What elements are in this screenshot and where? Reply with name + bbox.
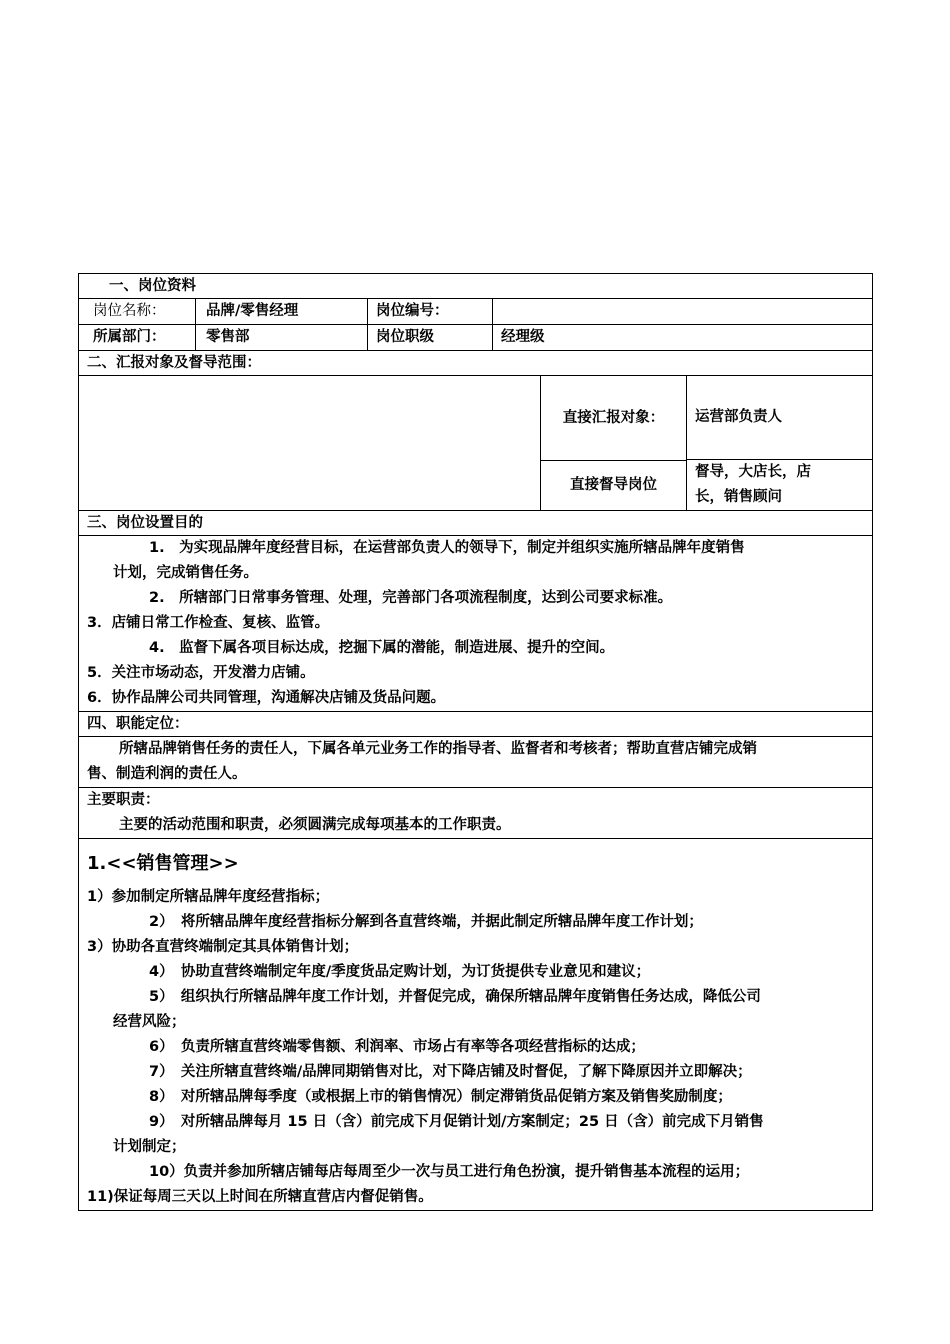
sales-item-2: 2） 将所辖品牌年度经营指标分解到各直营终端，并据此制定所辖品牌年度工作计划；: [149, 914, 703, 930]
sales-item-1: 1）参加制定所辖品牌年度经营指标；: [87, 889, 330, 905]
purpose-item-2: 2. 所辖部门日常事务管理、处理，完善部门各项流程制度，达到公司要求标准。: [149, 590, 673, 606]
department-row: [78, 325, 873, 351]
supervise-value-line-2: 长，销售顾问: [695, 489, 782, 505]
sales-block: [78, 839, 873, 1211]
sales-item-10: 10）负责并参加所辖店铺每店每周至少一次与员工进行角色扮演，提升销售基本流程的运用；: [149, 1164, 750, 1180]
section-2-header: [78, 351, 873, 376]
sales-item-9: 9） 对所辖品牌每月 15 日（含）前完成下月促销计划/方案制定；25 日（含）前完成下月销售: [149, 1114, 764, 1130]
purpose-item-1: 1. 为实现品牌年度经营目标，在运营部负责人的领导下，制定并组织实施所辖品牌年度销售: [149, 540, 745, 556]
job-description-table: [78, 273, 873, 1211]
sales-item-5-cont: 经营风险；: [113, 1014, 186, 1030]
report-value: 运营部负责人: [687, 376, 872, 460]
sales-item-5: 5） 组织执行所辖品牌年度工作计划，并督促完成，确保所辖品牌年度销售任务达成，降低公司: [149, 989, 761, 1005]
position-row: [78, 299, 873, 325]
section-4-header: [78, 712, 873, 737]
section-3-header: [78, 511, 873, 536]
sales-item-6: 6） 负责所辖直营终端零售额、利润率、市场占有率等各项经营指标的达成；: [149, 1039, 645, 1055]
report-blank-cell: [79, 376, 541, 510]
section-4-body: [78, 737, 873, 788]
section-3-title: 三、岗位设置目的: [87, 515, 203, 531]
purpose-item-5: 5．关注市场动态，开发潜力店铺。: [87, 665, 315, 681]
function-line-2: 售、制造利润的责任人。: [87, 766, 247, 782]
level-value: 经理级: [501, 329, 545, 345]
purpose-item-4: 4. 监督下属各项目标达成，挖掘下属的潜能，制造进展、提升的空间。: [149, 640, 615, 656]
position-name-value: 品牌/零售经理: [196, 299, 368, 324]
section-1-title: 一、岗位资料: [109, 278, 196, 294]
sales-item-3: 3）协助各直营终端制定其具体销售计划；: [87, 939, 359, 955]
sales-item-11: 11)保证每周三天以上时间在所辖直营店内督促销售。: [87, 1189, 433, 1205]
duties-block: [78, 788, 873, 839]
purpose-item-1-cont: 计划，完成销售任务。: [113, 565, 258, 581]
section-2-title: 二、汇报对象及督导范围：: [87, 355, 261, 371]
position-code-label: 岗位编号：: [368, 299, 493, 324]
supervise-value: [687, 460, 872, 510]
section-3-body: [78, 536, 873, 712]
purpose-item-6: 6．协作品牌公司共同管理，沟通解决店铺及货品问题。: [87, 690, 446, 706]
supervise-label: 直接督导岗位: [570, 477, 657, 493]
position-code-value: [493, 299, 872, 324]
report-block: [78, 376, 873, 511]
duties-title: 主要职责：: [87, 792, 160, 808]
section-1-header: [78, 273, 873, 299]
department-value: 零售部: [196, 325, 368, 350]
sales-item-7: 7） 关注所辖直营终端/品牌同期销售对比，对下降店铺及时督促，了解下降原因并立即解决；: [149, 1064, 752, 1080]
function-line-1: 所辖品牌销售任务的责任人，下属各单元业务工作的指导者、监督者和考核者；帮助直营店铺完成销: [119, 741, 757, 757]
duties-desc: 主要的活动范围和职责，必须圆满完成每项基本的工作职责。: [119, 817, 511, 833]
position-name-label: 岗位名称：: [79, 299, 196, 324]
sales-item-8: 8） 对所辖品牌每季度（或根据上市的销售情况）制定滞销货品促销方案及销售奖励制度；: [149, 1089, 732, 1105]
sales-heading: 1.<<销售管理>>: [87, 853, 239, 874]
section-4-title: 四、职能定位：: [87, 716, 189, 732]
supervise-value-line-1: 督导，大店长，店: [695, 464, 811, 480]
department-label: 所属部门：: [79, 325, 196, 350]
sales-item-4: 4） 协助直营终端制定年度/季度货品定购计划，为订货提供专业意见和建议；: [149, 964, 651, 980]
purpose-item-3: 3．店铺日常工作检查、复核、监管。: [87, 615, 330, 631]
sales-item-9-cont: 计划制定；: [113, 1139, 186, 1155]
report-label: 直接汇报对象：: [541, 376, 686, 461]
level-label: 岗位职级: [368, 325, 493, 350]
